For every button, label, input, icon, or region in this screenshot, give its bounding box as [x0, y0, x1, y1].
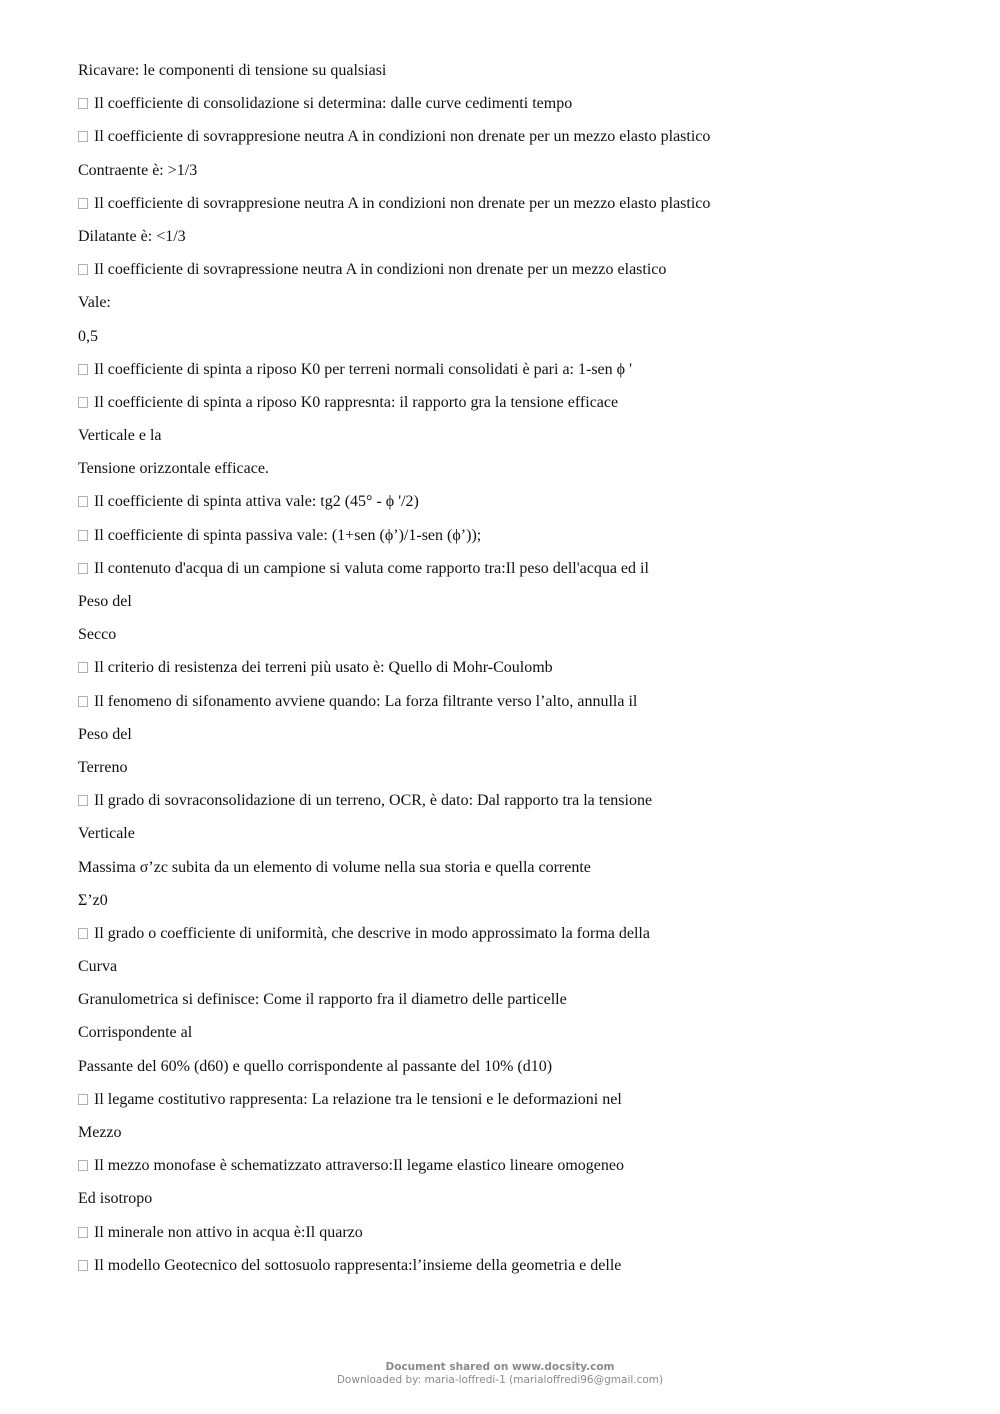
text-line [78, 286, 958, 319]
line-text: Il coefficiente di consolidazione si determina: dalle curve cedimenti tempo [94, 95, 573, 113]
line-text: Contraente è: >1/3 [78, 161, 198, 179]
bullet-box-icon [78, 496, 88, 507]
line-text: Verticale [78, 825, 135, 843]
line-text: Il coefficiente di spinta a riposo K0 rappresnta: il rapporto gra la tensione efficace [94, 393, 619, 411]
bullet-item [78, 552, 958, 585]
line-text: Il contenuto d'acqua di un campione si valuta come rapporto tra:Il peso dell'acqua ed il [94, 559, 649, 577]
bullet-box-icon [78, 131, 88, 142]
line-text: 0,5 [78, 327, 98, 345]
line-text: Mezzo [78, 1124, 122, 1141]
bullet-item [78, 1216, 958, 1249]
footer-shared-notice: Document shared on www.docsity.com [385, 1361, 615, 1373]
bullet-box-icon [78, 696, 88, 707]
line-text: Peso del [78, 593, 132, 610]
line-text: Il mezzo monofase è schematizzato attraverso:Il legame elastico lineare omogeneo [94, 1157, 624, 1175]
text-line [78, 220, 958, 253]
line-text: Il coefficiente di sovrapressione neutra A in condizioni non drenate per un mezzo elastico [94, 261, 667, 279]
line-text: Il grado di sovraconsolidazione di un terreno, OCR, è dato: Dal rapporto tra la tensione [94, 792, 653, 810]
text-line [78, 718, 958, 751]
text-line [78, 154, 958, 187]
text-line [78, 1182, 958, 1215]
bullet-box-icon [78, 530, 88, 541]
line-text: Il coefficiente di spinta attiva vale: tg2 (45° - ϕ '/2) [94, 493, 419, 511]
line-text: Il coefficiente di spinta passiva vale: (1+sen (ϕ’)/1-sen (ϕ’)); [94, 526, 482, 544]
bullet-box-icon [78, 662, 88, 673]
bullet-item [78, 1083, 958, 1116]
line-text: Ricavare: le componenti di tensione su qualsiasi [78, 62, 387, 79]
bullet-box-icon [78, 1260, 88, 1271]
bullet-box-icon [78, 928, 88, 939]
line-text: Il fenomeno di sifonamento avviene quando: La forza filtrante verso l’alto, annulla il [94, 692, 638, 710]
line-text: Vale: [78, 294, 111, 312]
bullet-item [78, 485, 958, 518]
text-line [78, 817, 958, 850]
bullet-item [78, 651, 958, 684]
line-text: Il coefficiente di spinta a riposo K0 per terreni normali consolidati è pari a: 1-sen ϕ ' [94, 360, 632, 378]
bullet-item [78, 87, 958, 120]
bullet-item [78, 120, 958, 153]
bullet-box-icon [78, 1094, 88, 1105]
bullet-box-icon [78, 364, 88, 375]
line-text: Ed isotropo [78, 1190, 153, 1208]
line-text: Massima σ’zc subita da un elemento di volume nella sua storia e quella corrente [78, 858, 591, 876]
bullet-item [78, 253, 958, 286]
bullet-item [78, 187, 958, 220]
bullet-item [78, 685, 958, 718]
line-text: Σ’z0 [78, 891, 108, 909]
line-text: Secco [78, 626, 117, 644]
bullet-item [78, 1249, 958, 1282]
bullet-item [78, 386, 958, 419]
text-line [78, 54, 958, 87]
line-text: Il criterio di resistenza dei terreni più usato è: Quello di Mohr-Coulomb [94, 659, 553, 677]
text-line [78, 950, 958, 983]
line-text: Curva [78, 958, 118, 976]
bullet-item [78, 519, 958, 552]
text-line [78, 851, 958, 884]
bullet-item [78, 917, 958, 950]
bullet-box-icon [78, 563, 88, 574]
text-line [78, 1016, 958, 1049]
bullet-box-icon [78, 397, 88, 408]
document-body [78, 54, 958, 1282]
line-text: Il grado o coefficiente di uniformità, che descrive in modo approssimato la forma della [94, 924, 650, 942]
line-text: Il coefficiente di sovrappresione neutra A in condizioni non drenate per un mezzo elasto plastico [94, 194, 711, 212]
bullet-item [78, 784, 958, 817]
text-line [78, 751, 958, 784]
bullet-item [78, 1149, 958, 1182]
page-footer [0, 1361, 1000, 1386]
bullet-item [78, 353, 958, 386]
text-line [78, 983, 958, 1016]
bullet-box-icon [78, 795, 88, 806]
bullet-box-icon [78, 1160, 88, 1171]
text-line [78, 320, 958, 353]
line-text: Granulometrica si definisce: Come il rapporto fra il diametro delle particelle [78, 991, 567, 1009]
line-text: Il modello Geotecnico del sottosuolo rappresenta:l’insieme della geometria e delle [94, 1256, 622, 1274]
line-text: Verticale e la [78, 427, 162, 445]
bullet-box-icon [78, 264, 88, 275]
line-text: Il coefficiente di sovrappresione neutra A in condizioni non drenate per un mezzo elasto plastico [94, 128, 711, 146]
line-text: Tensione orizzontale efficace. [78, 460, 269, 478]
text-line [78, 884, 958, 917]
text-line [78, 452, 958, 485]
line-text: Terreno [78, 758, 128, 776]
text-line [78, 419, 958, 452]
text-line [78, 1116, 958, 1149]
bullet-box-icon [78, 1227, 88, 1238]
line-text: Passante del 60% (d60) e quello corrispondente al passante del 10% (d10) [78, 1057, 553, 1075]
text-line [78, 585, 958, 618]
line-text: Il legame costitutivo rappresenta: La relazione tra le tensioni e le deformazioni nel [94, 1090, 622, 1108]
bullet-box-icon [78, 98, 88, 109]
line-text: Corrispondente al [78, 1024, 193, 1042]
footer-download-info: Downloaded by: maria-loffredi-1 (marialoffredi96@gmail.com) [336, 1373, 664, 1386]
bullet-box-icon [78, 198, 88, 209]
text-line [78, 1050, 958, 1083]
line-text: Peso del [78, 725, 132, 743]
line-text: Il minerale non attivo in acqua è:Il quarzo [94, 1223, 363, 1241]
line-text: Dilatante è: <1/3 [78, 227, 186, 245]
text-line [78, 618, 958, 651]
